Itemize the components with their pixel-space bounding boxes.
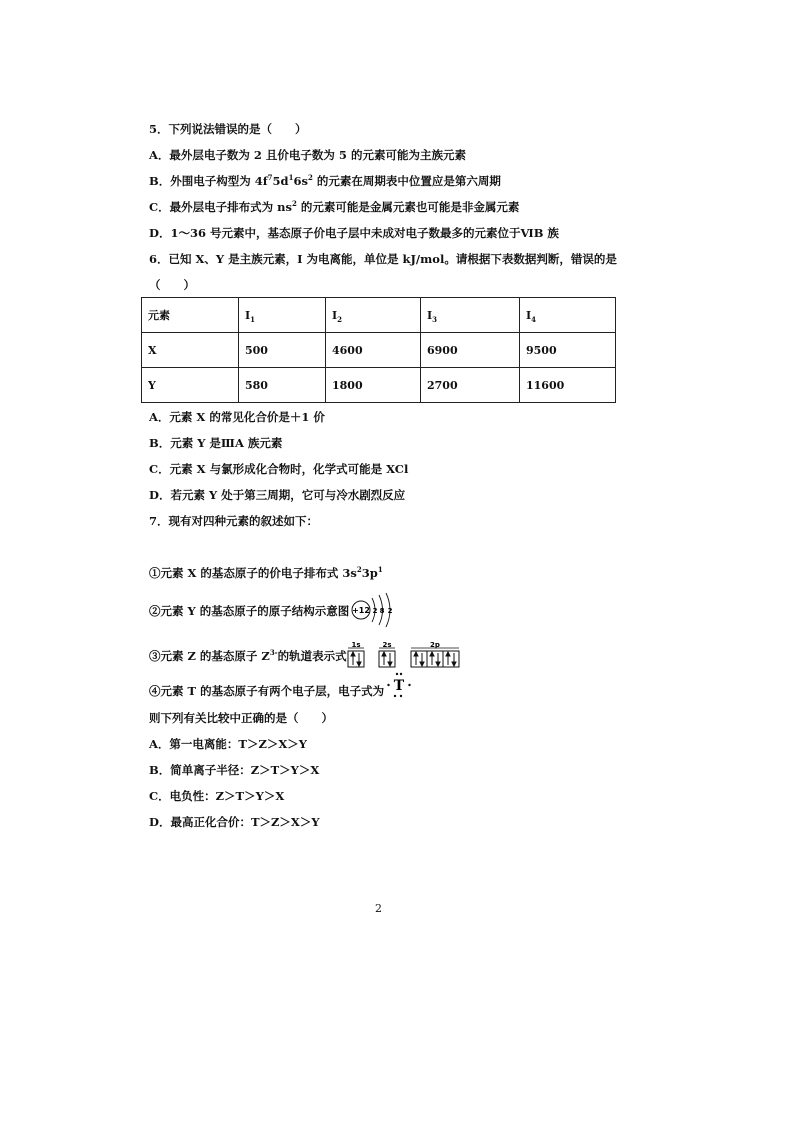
orbital-label: 2s (382, 641, 392, 649)
q7-option-a: A．第一电离能：T＞Z＞X＞Y (149, 737, 308, 751)
table-cell: 500 (239, 333, 326, 368)
q7-item-4: ④元素 T 的基态原子有两个电子层，电子式为 (149, 684, 385, 698)
orbital-label: 1s (351, 641, 361, 649)
electron-arrows (351, 652, 456, 666)
q5-stem: 5．下列说法错误的是（ ） (149, 122, 307, 136)
table-cell: 1800 (326, 368, 421, 403)
q7-item-3: ③元素 Z 的基态原子 $Z^{3-}$的轨道表示式 (149, 648, 347, 663)
table-cell: 4600 (326, 333, 421, 368)
orbital-label: 2p (430, 641, 440, 649)
q6-stem-bracket: （ ） (149, 278, 195, 292)
table-header-cell: $I_3$ (421, 298, 520, 333)
q7-item-1: ①元素 X 的基态原子的价电子排布式 $3s^23p^1$ (149, 565, 383, 580)
nucleus-label: +12 (352, 606, 370, 615)
orbital-diagram (346, 638, 466, 670)
table-header-cell: $I_4$ (520, 298, 616, 333)
q7-item-2: ②元素 Y 的基态原子的原子结构示意图 (149, 604, 350, 618)
shell-count: 8 (379, 607, 385, 615)
q6-option-b: B．元素 Y 是ⅢA 族元素 (149, 436, 283, 450)
table-cell: Y (142, 368, 239, 403)
table-header-cell: $I_2$ (326, 298, 421, 333)
q5-option-a: A．最外层电子数为 2 且价电子数为 5 的元素可能为主族元素 (149, 148, 466, 162)
page-number: 2 (375, 902, 382, 915)
table-row (142, 333, 616, 368)
table-cell: X (142, 333, 239, 368)
table-header-cell: $I_1$ (239, 298, 326, 333)
q6-stem: 6．已知 X、Y 是主族元素，I 为电离能，单位是 kJ/mol。请根据下表数据判断，错误的是 (149, 252, 617, 266)
q6-option-d: D．若元素 Y 处于第三周期，它可与冷水剧烈反应 (149, 488, 406, 502)
q5-option-b: B．外围电子构型为 $4f^75d^16s^2$ 的元素在周期表中位置应是第六周期 (149, 173, 501, 188)
q6-option-c: C．元素 X 与氯形成化合物时，化学式可能是 XCl (149, 462, 409, 476)
q6-option-a: A．元素 X 的常见化合价是＋1 价 (149, 410, 325, 424)
electron-dot-formula (386, 670, 412, 700)
ionization-table (141, 297, 616, 403)
table-cell: 11600 (520, 368, 616, 403)
element-symbol: T (393, 678, 405, 694)
table-header-cell: 元素 (142, 298, 239, 333)
q7-stem: 7．现有对四种元素的叙述如下： (149, 514, 318, 528)
q5-option-d: D．1～36 号元素中，基态原子价电子层中未成对电子数最多的元素位于ⅥB 族 (149, 226, 559, 240)
table-cell: 580 (239, 368, 326, 403)
table-row (142, 368, 616, 403)
table-cell: 6900 (421, 333, 520, 368)
shell-count: 2 (372, 607, 378, 615)
table-cell: 9500 (520, 333, 616, 368)
atomic-structure-diagram (348, 592, 398, 628)
q7-option-b: B．简单离子半径：Z＞T＞Y＞X (149, 763, 320, 777)
shell-count: 2 (387, 607, 393, 615)
q7-tail: 则下列有关比较中正确的是（ ） (149, 711, 333, 725)
q7-option-d: D．最高正化合价：T＞Z＞X＞Y (149, 815, 320, 829)
table-cell: 2700 (421, 368, 520, 403)
table-header-row (142, 298, 616, 333)
q5-option-c: C．最外层电子排布式为 $ns^2$ 的元素可能是金属元素也可能是非金属元素 (149, 199, 520, 214)
q7-option-c: C．电负性：Z＞T＞Y＞X (149, 789, 285, 803)
